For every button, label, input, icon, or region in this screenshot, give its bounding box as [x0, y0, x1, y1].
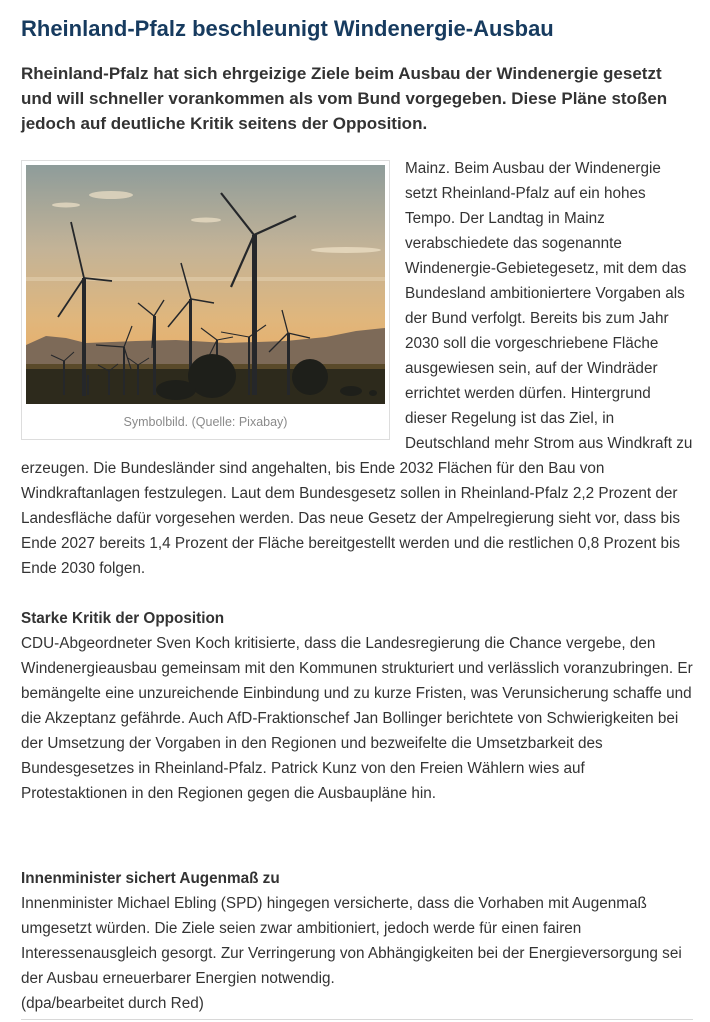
spacer — [21, 581, 694, 606]
image-caption: Symbolbild. (Quelle: Pixabay) — [123, 415, 288, 429]
paragraph-intro: Mainz. Beim Ausbau der Windenergie setzt Rheinland-Pfalz auf ein hohes Tempo. Der Landtag in Mainz verabschiedete das sogenannte Windenergie-Gebietegesetz, mit dem das Bundesland ambitioniertere Vorgaben als der Bund verfolgt. Bereits bis zum Jahr 2030 soll die vorgeschriebene Fläche ausgewiesen sein, auf der Windräder errichtet werden dürfen. Hintergrund dieser Regelung ist das Ziel, in Deutschland mehr Strom aus Windkraft zu erzeugen. Die Bundesländer sind angehalten, bis Ende 2032 Flächen für den Bau von Windkraftanlagen festzulegen. Laut dem Bundesgesetz sollen in Rheinland-Pfalz 2,2 Prozent der Landesfläche dafür vorgesehen werden. Das neue Gesetz der Ampelregierung sieht vor, dass bis Ende 2027 bereits 1,4 Prozent der Fläche bereitgestellt werden und die restlichen 0,8 Prozent bis Ende 2030 folgen. — [21, 160, 693, 577]
article-title: Rheinland-Pfalz beschleunigt Windenergie-Ausbau — [21, 16, 554, 41]
bottom-divider — [21, 1019, 693, 1020]
spacer — [21, 806, 694, 866]
article-body — [21, 156, 694, 1016]
section-heading-minister: Innenminister sichert Augenmaß zu — [21, 870, 280, 887]
paragraph-minister: Innenminister Michael Ebling (SPD) hingegen versicherte, dass die Vorhaben mit Augenmaß umgesetzt würden. Die Ziele seien zwar ambitioniert, jedoch werde für einen fairen Interessenausgleich gesorgt. Zur Verringerung von Abhängigkeiten bei der Energieversorgung sei der Ausbau erneuerbarer Energien notwendig. — [21, 895, 682, 987]
source-credit: (dpa/bearbeitet durch Red) — [21, 995, 204, 1012]
wind-turbines-image — [26, 165, 385, 404]
section-heading-opposition: Starke Kritik der Opposition — [21, 610, 225, 627]
article-lead: Rheinland-Pfalz hat sich ehrgeizige Ziele beim Ausbau der Windenergie gesetzt und will schneller vorankommen als vom Bund vorgegeben. Diese Pläne stoßen jedoch auf deutliche Kritik seitens der Opposition. — [21, 64, 668, 133]
paragraph-opposition: CDU-Abgeordneter Sven Koch kritisierte, dass die Landesregierung die Chance vergebe, den Windenergieausbau gemeinsam mit den Kommunen strukturiert und verlässlich voranzubringen. Er bemängelte eine unzureichende Einbindung und zu kurze Fristen, was Verunsicherung schaffe und die Akzeptanz gefährde. Auch AfD-Fraktionschef Jan Bollinger berichtete von Schwierigkeiten bei der Umsetzung der Vorgaben in den Regionen und bezweifelte die Umsetzbarkeit des Bundesgesetzes in Rheinland-Pfalz. Patrick Kunz von den Freien Wählern wies auf Protestaktionen in den Regionen gegen die Ausbaupläne hin. — [21, 635, 693, 802]
article-figure — [21, 160, 390, 440]
